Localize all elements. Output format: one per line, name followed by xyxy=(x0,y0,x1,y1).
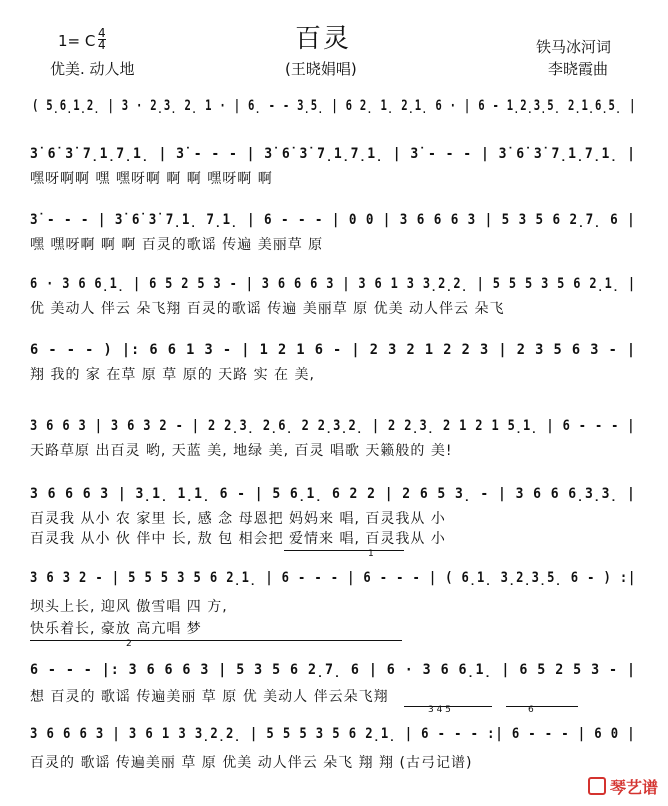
score-row-1-notes: ( 5̣6̣1̣2̣ | 3 · 2̣3̣ 2̣ 1 · | 6̣ - - 3̣5̣ | 6 2̣ 1̣ 2̣1̣ 6 · | 6 - 1̣2̣3̣5̣ 2̣1̣6̣5̣ | xyxy=(32,98,637,114)
score-row-6-lyrics: 天路草原 出百灵 哟, 天蓝 美, 地绿 美, 百灵 唱歌 天籁般的 美! xyxy=(30,443,453,459)
volta-3-4-5-label: 3 4 5 xyxy=(428,705,451,715)
singer: (王晓娟唱) xyxy=(285,60,357,78)
score-row-3-notes: 3̇ - - - | 3̇ 6̇ 3̇ 7̣1̣ 7̣1̣ | 6 - - - | 0 0 | 3 6 6 6 3 | 5 3 5 6 2̣7̣ 6 | xyxy=(30,212,636,228)
score-row-2-lyrics: 嘿呀啊啊 嘿 嘿呀啊 啊 啊 嘿呀啊 啊 xyxy=(30,171,273,187)
site-watermark xyxy=(588,775,658,798)
score-row-3-lyrics: 嘿 嘿呀啊 啊 啊 百灵的歌谣 传遍 美丽草 原 xyxy=(30,237,324,253)
watermark-text: 琴艺谱 xyxy=(609,778,658,797)
score-row-5-notes: 6 - - - ) |: 6 6 1 3 - | 1 2 1 6 - | 2 3 2 1 2 2 3 | 2 3 5 6 3 - | xyxy=(30,342,637,358)
score-row-4-notes: 6 · 3 6 6̣1̣ | 6 5 2 5 3 - | 3 6 6 6 3 | 3 6 1 3 3̣2̣2̣ | 5 5 5 3 5 6 2̣1̣ | xyxy=(30,276,636,292)
key-signature: 1= C xyxy=(58,32,96,50)
time-signature-top: 4 xyxy=(98,26,106,40)
score-row-8-lyrics-verse-1: 坝头上长, 迎风 傲雪唱 四 方, xyxy=(30,599,228,615)
score-row-4-lyrics: 优 美动人 伴云 朵飞翔 百灵的歌谣 传遍 美丽草 原 优美 动人伴云 朵飞 xyxy=(30,301,505,317)
score-row-5-lyrics: 翔 我的 家 在草 原 草 原的 天路 实 在 美, xyxy=(30,367,315,383)
volta-6-label: 6 xyxy=(528,705,534,715)
composer: 李晓霞曲 xyxy=(548,60,609,78)
logo-icon xyxy=(588,777,606,795)
lyricist: 铁马冰河词 xyxy=(536,38,612,56)
volta-bracket-3-4-5 xyxy=(404,705,492,715)
score-row-10-lyrics: 百灵的 歌谣 传遍美丽 草 原 优美 动人伴云 朵飞 翔 翔 (古弓记谱) xyxy=(30,755,473,771)
score-row-7-lyrics-verse-2: 百灵我 从小 伙 伴中 长, 敖 包 相会把 爱情来 唱, 百灵我从 小 xyxy=(30,531,446,547)
volta-bracket-6 xyxy=(506,705,578,715)
score-row-7-lyrics-verse-1: 百灵我 从小 农 家里 长, 感 念 母恩把 妈妈来 唱, 百灵我从 小 xyxy=(30,511,446,527)
volta-1-label: 1 xyxy=(368,549,374,559)
score-row-10-notes: 3 6 6 6 3 | 3 6 1 3 3̣2̣2̣ | 5 5 5 3 5 6 2̣1̣ | 6 - - - :| 6 - - - | 6 0 | xyxy=(30,726,636,742)
volta-bracket-2 xyxy=(30,639,402,649)
song-title: 百灵 xyxy=(295,24,352,54)
volta-bracket-1 xyxy=(284,549,404,559)
score-row-9-lyrics: 想 百灵的 歌谣 传遍美丽 草 原 优 美动人 伴云朵飞翔 xyxy=(30,689,389,705)
score-row-9-notes: 6 - - - |: 3 6 6 6 3 | 5 3 5 6 2̣7̣ 6 | 6 · 3 6 6̣1̣ | 6 5 2 5 3 - | xyxy=(30,662,636,678)
score-row-7-notes: 3 6 6 6 3 | 3̣1̣ 1̣1̣ 6 - | 5 6̣1̣ 6 2 2 | 2 6 5 3̣ - | 3 6 6 6̣3̣3̣ | xyxy=(30,486,636,502)
score-row-8-lyrics-verse-2: 快乐着长, 豪放 高亢唱 梦 xyxy=(30,621,202,637)
time-signature xyxy=(98,28,106,51)
volta-2-label: 2 xyxy=(126,639,132,649)
time-signature-bottom: 4 xyxy=(98,38,106,52)
performance-style: 优美. 动人地 xyxy=(50,60,135,78)
score-row-6-notes: 3 6 6 3 | 3 6 3 2 - | 2 2̣3̣ 2̣6̣ 2 2̣3̣2̣ | 2 2̣3̣ 2 1 2 1 5̣1̣ | 6 - - - | xyxy=(30,418,636,434)
score-row-2-notes: 3̇ 6̇ 3̇ 7̣1̣7̣1̣ | 3̇ - - - | 3̇ 6̇ 3̇ 7̣1̣7̣1̣ | 3̇ - - - | 3̇ 6̇ 3̇ 7̣1̣7̣1̣ | xyxy=(30,146,636,162)
score-row-8-notes: 3 6 3 2 - | 5 5 5 3 5 6 2̣1̣ | 6 - - - | 6 - - - | ( 6̣1̣ 3̣2̣3̣5̣ 6 - ) :| xyxy=(30,570,637,586)
